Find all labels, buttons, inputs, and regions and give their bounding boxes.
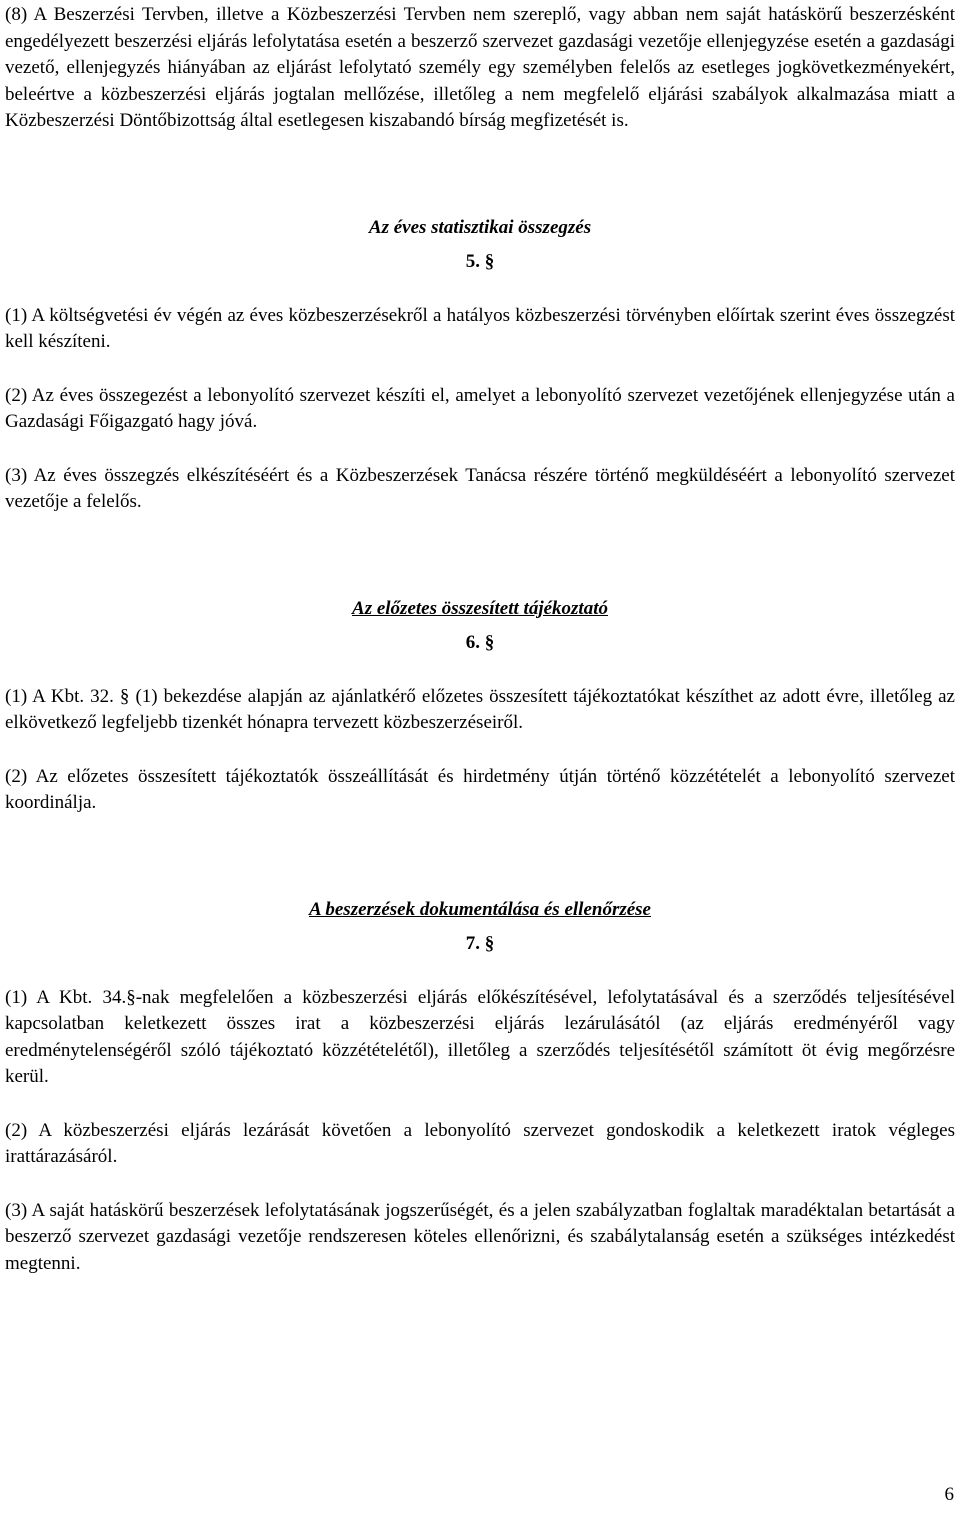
spacer xyxy=(5,276,955,303)
section-6-paragraph-2: (2) Az előzetes összesített tájékoztatók összeállítását és hirdetmény útján történő közzétételét a lebonyolító szervezet koordinálja. xyxy=(5,765,955,813)
section-5-paragraph-3: (3) Az éves összegzés elkészítéséért és a Közbeszerzések Tanácsa részére történő megküldéséért a lebonyolító szervezet vezetője a felelős. xyxy=(5,464,955,512)
section-7-paragraph-1: (1) A Kbt. 34.§-nak megfelelően a közbeszerzési eljárás előkészítésével, lefolytatásával és a szerződés teljesítésével kapcsolatban keletkezett összes irat a közbeszerzési eljárás lezárulásától (az eljárás eredményéről vagy eredménytelenségéről szóló tájékoztató közzétételétől), illetőleg a szerződés teljesítésétől számított öt évig megőrzésre kerül. xyxy=(5,986,955,1087)
spacer xyxy=(5,817,955,897)
spacer xyxy=(5,737,955,764)
paragraph-8: (8) A Beszerzési Tervben, illetve a Közbeszerzési Tervben nem szereplő, vagy abban nem saját hatáskörű beszerzésként engedélyezett beszerzési eljárás lefolytatása esetén a beszerző szervezet gazdasági vezetője ellenjegyzése esetén a gazdasági vezető, ellenjegyzés hiányában az eljárást lefolytató személy egy személyben felelős az esetleges jogkövetkezményekért, beleértve a közbeszerzési eljárás jogtalan mellőzése, illetőleg a nem megfelelő eljárási szabályok alkalmazása miatt a Közbeszerzési Döntőbizottság által esetlegesen kiszabandó bírság megfizetését is. xyxy=(5,4,955,131)
spacer xyxy=(5,1171,955,1198)
section-5-paragraph-1: (1) A költségvetési év végén az éves közbeszerzésekről a hatályos közbeszerzési törvényben előírtak szerint éves összegzést kell készíteni. xyxy=(5,304,955,352)
spacer xyxy=(5,516,955,596)
section-5-title xyxy=(5,215,955,242)
section-6-number: 6. § xyxy=(465,632,495,653)
page-number: 6 xyxy=(944,1484,954,1505)
section-5-number: 5. § xyxy=(465,251,495,272)
section-7-title-text: A beszerzések dokumentálása és ellenőrzése xyxy=(309,898,651,920)
document-page xyxy=(5,2,955,1277)
section-5-title-text: Az éves statisztikai összegzés xyxy=(368,216,592,238)
section-7-paragraph-2: (2) A közbeszerzési eljárás lezárását követően a lebonyolító szervezet gondoskodik a keletkezett iratok végleges irattárazásáról. xyxy=(5,1119,955,1167)
spacer xyxy=(5,958,955,985)
section-5-paragraph-2: (2) Az éves összegezést a lebonyolító szervezet készíti el, amelyet a lebonyolító szervezet vezetőjének ellenjegyzése után a Gazdasági Főigazgató hagy jóvá. xyxy=(5,384,955,432)
spacer xyxy=(5,657,955,684)
section-6-title xyxy=(5,596,955,623)
section-6-title-text: Az előzetes összesített tájékoztató xyxy=(352,597,608,619)
spacer xyxy=(5,135,955,215)
section-6-paragraph-1: (1) A Kbt. 32. § (1) bekezdése alapján az ajánlatkérő előzetes összesített tájékoztatókat készíthet az adott évre, illetőleg az elkövetkező legfeljebb tizenkét hónapra tervezett közbeszerzéseiről. xyxy=(5,685,955,733)
section-7-number: 7. § xyxy=(465,933,495,954)
spacer xyxy=(5,356,955,383)
spacer xyxy=(5,1091,955,1118)
section-7-title xyxy=(5,897,955,924)
spacer xyxy=(5,436,955,463)
section-7-paragraph-3: (3) A saját hatáskörű beszerzések lefolytatásának jogszerűségét, és a jelen szabályzatban foglaltak maradéktalan betartását a beszerző szervezet gazdasági vezetője rendszeresen köteles ellenőrizni, és szabálytalanság esetén a szükséges intézkedést megtenni. xyxy=(5,1199,955,1274)
